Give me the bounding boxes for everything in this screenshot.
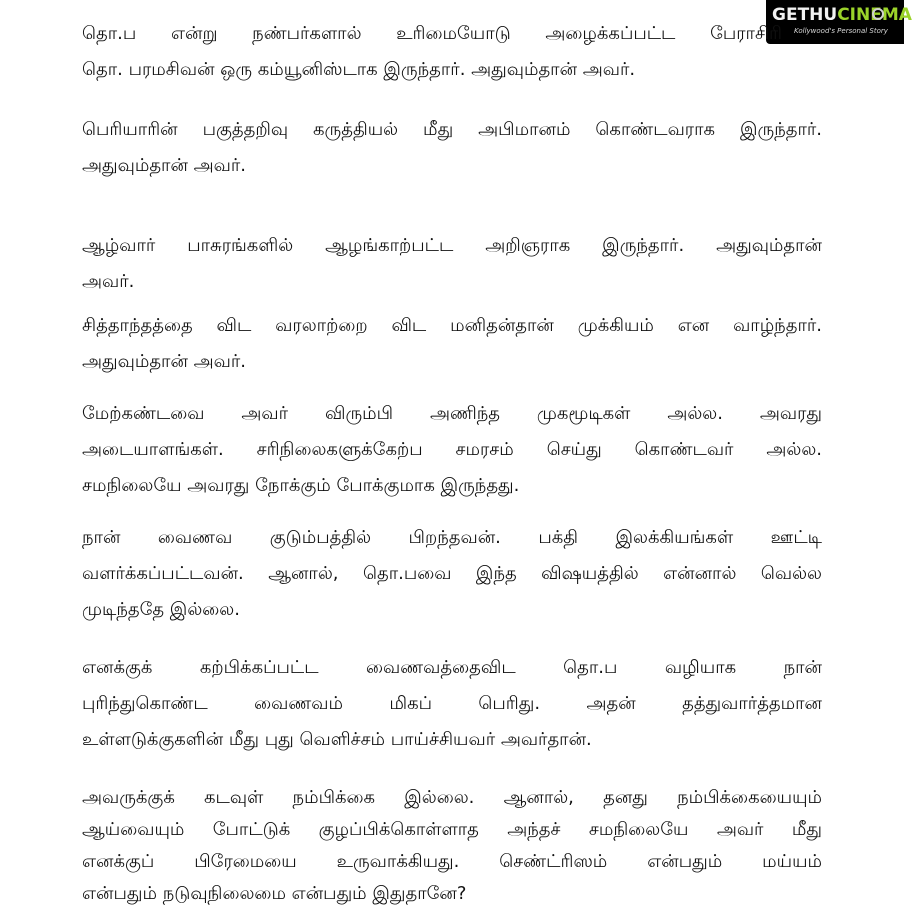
paragraph-line: அதுவும்தான் அவர். — [82, 155, 246, 176]
paragraph-1 — [82, 16, 782, 88]
paragraph-line: நான் வைணவ குடும்பத்தில் பிறந்தவன். பக்தி இலக்கியங்கள் ஊட்டி — [82, 527, 822, 548]
paragraph-line: உள்ளடுக்குகளின் மீது புது வெளிச்சம் பாய்ச்சியவர் அவர்தான். — [82, 729, 592, 750]
logo-brand-part1: GETHU — [772, 5, 838, 25]
paragraph-line: முடிந்ததே இல்லை. — [82, 599, 240, 620]
paragraph-line: வளர்க்கப்பட்டவன். ஆனால், தொ.பவை இந்த விஷயத்தில் என்னால் வெல்ல — [82, 563, 822, 584]
paragraph-line: ஆய்வையும் போட்டுக் குழப்பிக்கொள்ளாத அந்தச் சமநிலையே அவர் மீது — [82, 819, 822, 840]
paragraph-5 — [82, 396, 822, 504]
paragraph-6 — [82, 520, 822, 628]
logo-wordmark — [772, 5, 912, 25]
paragraph-2 — [82, 112, 822, 184]
paragraph-line: என்பதும் நடுவுநிலைமை என்பதும் இதுதானே? — [82, 883, 467, 904]
paragraph-line: எனக்குக் கற்பிக்கப்பட்ட வைணவத்தைவிட தொ.ப வழியாக நான் — [82, 657, 822, 678]
paragraph-3 — [82, 228, 822, 300]
paragraph-7 — [82, 650, 822, 758]
paragraph-line: மேற்கண்டவை அவர் விரும்பி அணிந்த முகமூடிகள் அல்ல. அவரது — [82, 403, 822, 424]
paragraph-line: தொ.ப என்று நண்பர்களால் உரிமையோடு அழைக்கப்பட்ட பேராசிரி — [82, 23, 782, 44]
paragraph-line: அடையாளங்கள். சரிநிலைகளுக்கேற்ப சமரசம் செய்து கொண்டவர் அல்ல. — [82, 439, 822, 460]
paragraph-line: சித்தாந்தத்தை விட வரலாற்றை விட மனிதன்தான் முக்கியம் என வாழ்ந்தார். — [82, 315, 822, 336]
gethucinema-logo — [766, 0, 912, 44]
logo-tagline: Kollywood's Personal Story — [794, 27, 888, 35]
paragraph-line: அவர். — [82, 271, 135, 292]
paragraph-8 — [82, 782, 822, 910]
paragraph-line: தொ. பரமசிவன் ஒரு கம்யூனிஸ்டாக இருந்தார். அதுவும்தான் அவர். — [82, 59, 636, 80]
film-reel-icon — [872, 8, 884, 20]
paragraph-line: அவருக்குக் கடவுள் நம்பிக்கை இல்லை. ஆனால், தனது நம்பிக்கையையும் — [82, 787, 822, 808]
paragraph-line: ஆழ்வார் பாசுரங்களில் ஆழங்காற்பட்ட அறிஞராக இருந்தார். அதுவும்தான் — [82, 235, 822, 256]
logo-brand-part2: CINEMA — [837, 5, 912, 25]
paragraph-4 — [82, 308, 822, 380]
paragraph-line: எனக்குப் பிரேமையை உருவாக்கியது. செண்ட்ரிஸம் என்பதும் மய்யம் — [82, 851, 822, 872]
paragraph-line: அதுவும்தான் அவர். — [82, 351, 246, 372]
paragraph-line: புரிந்துகொண்ட வைணவம் மிகப் பெரிது. அதன் தத்துவார்த்தமான — [82, 693, 822, 714]
paragraph-line: பெரியாரின் பகுத்தறிவு கருத்தியல் மீது அபிமானம் கொண்டவராக இருந்தார். — [82, 119, 822, 140]
paragraph-line: சமநிலையே அவரது நோக்கும் போக்குமாக இருந்தது. — [82, 475, 520, 496]
